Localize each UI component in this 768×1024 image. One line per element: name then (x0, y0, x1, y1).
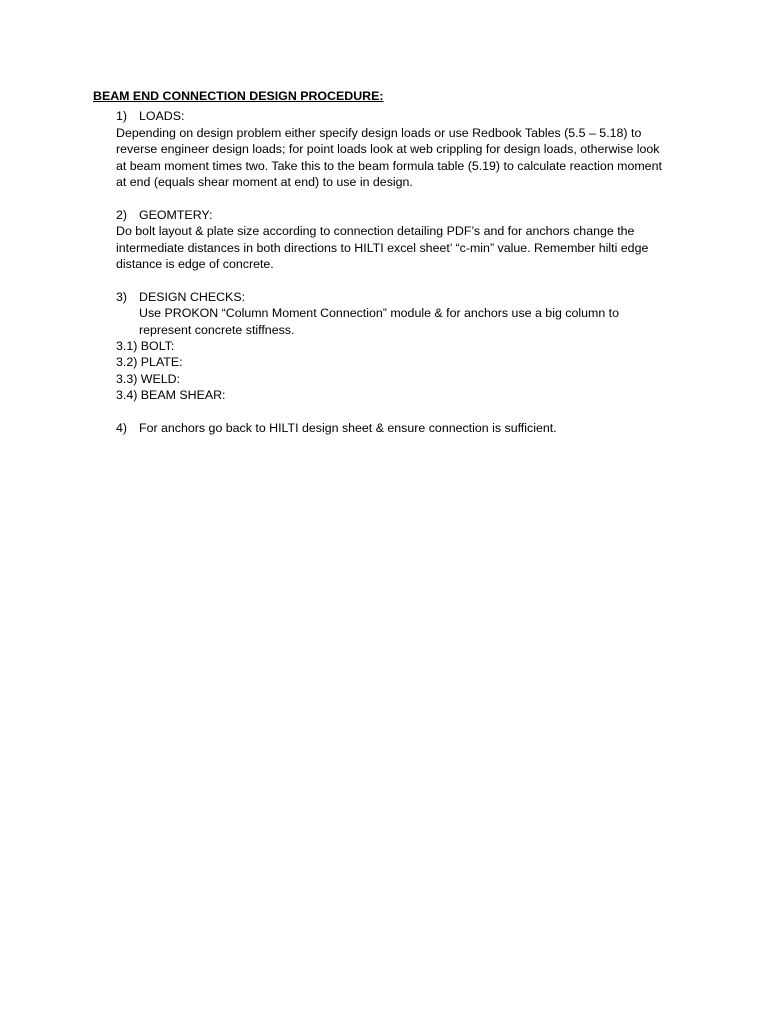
section-heading: LOADS: (139, 109, 185, 124)
section-heading-row (116, 420, 673, 436)
subitem-bolt: 3.1) BOLT: (116, 339, 175, 354)
section-number: 3) (116, 289, 128, 304)
section-body: Depending on design problem either specify design loads or use Redbook Tables (5.5 – 5.18) to reverse engineer design loads; for point loads look at web crippling for design loads, otherwise look at beam moment times two. Take this to the beam formula table (5.19) to calculate reaction moment at end (equals shear moment at end) to use in design. (116, 125, 662, 190)
section-loads (116, 108, 673, 190)
section-heading-row (116, 207, 673, 223)
subitem-plate: 3.2) PLATE: (116, 355, 183, 370)
section-number: 2) (116, 207, 128, 222)
subitem-beam-shear: 3.4) BEAM SHEAR: (116, 388, 226, 403)
spacer (93, 404, 673, 420)
section-heading-row (116, 108, 673, 124)
subitem-weld: 3.3) WELD: (116, 371, 181, 386)
section-design-checks (116, 289, 673, 404)
section-number: 4) (116, 421, 128, 436)
spacer (93, 272, 673, 288)
document-content (93, 88, 673, 436)
section-body: Do bolt layout & plate size according to connection detailing PDF’s and for anchors change the intermediate distances in both directions to HILTI excel sheet’ “c-min” value. Remember hilti edge distance is edge of concrete. (116, 224, 649, 272)
section-heading-row (116, 289, 673, 305)
section-heading: DESIGN CHECKS: (139, 289, 246, 304)
section-heading: GEOMTERY: (139, 207, 213, 222)
section-number: 1) (116, 109, 128, 124)
section-anchors (116, 420, 673, 436)
spacer (93, 190, 673, 206)
section-body: Use PROKON “Column Moment Connection” module & for anchors use a big column to represent concrete stiffness. (139, 306, 620, 337)
document-title: BEAM END CONNECTION DESIGN PROCEDURE: (93, 89, 384, 103)
section-heading: For anchors go back to HILTI design sheet & ensure connection is sufficient. (139, 421, 557, 436)
section-geometry (116, 207, 673, 273)
